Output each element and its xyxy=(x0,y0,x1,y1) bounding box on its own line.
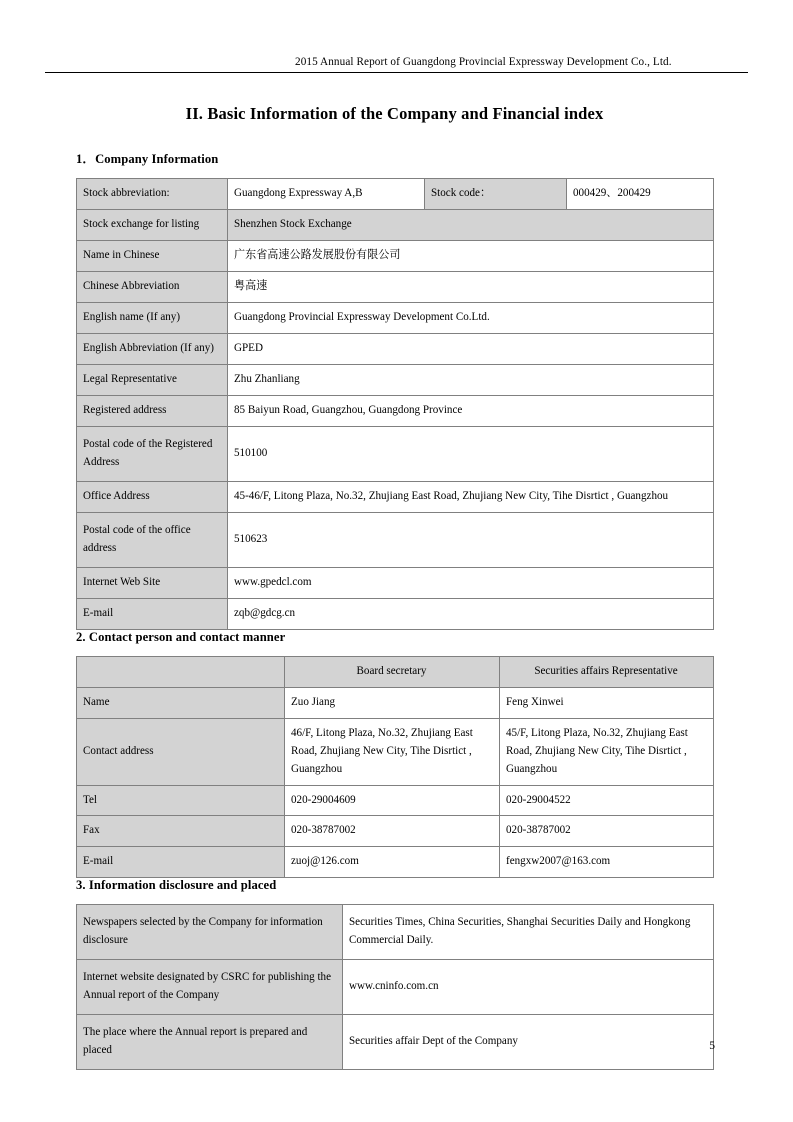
registered-postal-code-value: 510100 xyxy=(228,426,714,481)
page-title: II. Basic Information of the Company and Financial index xyxy=(185,104,604,123)
office-address-label: Office Address xyxy=(77,481,228,512)
section-heading-contact-person: 2. Contact person and contact manner xyxy=(76,629,286,644)
email-label: E-mail xyxy=(77,598,228,629)
section-heading-information-disclosure: 3. Information disclosure and placed xyxy=(76,878,277,893)
stock-exchange-label: Stock exchange for listing xyxy=(77,209,228,240)
table-row xyxy=(77,816,714,847)
office-address-value: 45-46/F, Litong Plaza, No.32, Zhujiang East Road, Zhujiang New City, Tihe Disrtict , Guangzhou xyxy=(228,481,714,512)
contact-name-secretary: Zuo Jiang xyxy=(285,687,500,718)
chinese-abbreviation-value: 粤高速 xyxy=(228,271,714,302)
table-row xyxy=(77,271,714,302)
contact-fax-label: Fax xyxy=(77,816,285,847)
table-row xyxy=(77,333,714,364)
table-row xyxy=(77,1015,714,1070)
office-postal-code-label: Postal code of the office address xyxy=(77,512,228,567)
table-row xyxy=(77,785,714,816)
stock-code-value: 000429、200429 xyxy=(567,179,714,210)
name-chinese-label: Name in Chinese xyxy=(77,240,228,271)
header-rule xyxy=(45,72,748,73)
table-row xyxy=(77,960,714,1015)
contact-person-table xyxy=(76,656,714,879)
company-information-table xyxy=(76,178,714,630)
section-heading-company-information: 1．Company Information xyxy=(76,152,219,166)
contact-header-board-secretary: Board secretary xyxy=(285,656,500,687)
disclosure-website-value: www.cninfo.com.cn xyxy=(343,960,714,1015)
stock-code-label: Stock code： xyxy=(425,179,567,210)
contact-name-label: Name xyxy=(77,687,285,718)
document-content xyxy=(76,104,713,1070)
contact-header-securities-representative: Securities affairs Representative xyxy=(500,656,714,687)
legal-representative-value: Zhu Zhanliang xyxy=(228,364,714,395)
disclosure-place-value: Securities affair Dept of the Company xyxy=(343,1015,714,1070)
table-row xyxy=(77,567,714,598)
contact-address-label: Contact address xyxy=(77,718,285,785)
table-header-row xyxy=(77,656,714,687)
disclosure-place-label: The place where the Annual report is prepared and placed xyxy=(77,1015,343,1070)
table-row xyxy=(77,395,714,426)
disclosure-website-label: Internet website designated by CSRC for publishing the Annual report of the Company xyxy=(77,960,343,1015)
english-name-value: Guangdong Provincial Expressway Development Co.Ltd. xyxy=(228,302,714,333)
office-postal-code-value: 510623 xyxy=(228,512,714,567)
website-label: Internet Web Site xyxy=(77,567,228,598)
contact-fax-representative: 020-38787002 xyxy=(500,816,714,847)
contact-address-representative: 45/F, Litong Plaza, No.32, Zhujiang East Road, Zhujiang New City, Tihe Disrtict , Guangzhou xyxy=(500,718,714,785)
disclosure-newspapers-value: Securities Times, China Securities, Shanghai Securities Daily and Hongkong Commercial Daily. xyxy=(343,905,714,960)
contact-name-representative: Feng Xinwei xyxy=(500,687,714,718)
contact-email-label: E-mail xyxy=(77,847,285,878)
table-row xyxy=(77,426,714,481)
stock-abbreviation-value: Guangdong Expressway A,B xyxy=(228,179,425,210)
contact-email-representative: fengxw2007@163.com xyxy=(500,847,714,878)
table-row xyxy=(77,364,714,395)
email-value: zqb@gdcg.cn xyxy=(228,598,714,629)
contact-tel-secretary: 020-29004609 xyxy=(285,785,500,816)
stock-abbreviation-label: Stock abbreviation: xyxy=(77,179,228,210)
contact-tel-representative: 020-29004522 xyxy=(500,785,714,816)
table-row xyxy=(77,598,714,629)
contact-address-secretary: 46/F, Litong Plaza, No.32, Zhujiang East Road, Zhujiang New City, Tihe Disrtict , Guangzhou xyxy=(285,718,500,785)
contact-fax-secretary: 020-38787002 xyxy=(285,816,500,847)
legal-representative-label: Legal Representative xyxy=(77,364,228,395)
running-header-text: 2015 Annual Report of Guangdong Provincial Expressway Development Co., Ltd. xyxy=(295,56,672,68)
disclosure-newspapers-label: Newspapers selected by the Company for information disclosure xyxy=(77,905,343,960)
table-row xyxy=(77,209,714,240)
table-row xyxy=(77,302,714,333)
registered-postal-code-label: Postal code of the Registered Address xyxy=(77,426,228,481)
contact-email-secretary: zuoj@126.com xyxy=(285,847,500,878)
website-value: www.gpedcl.com xyxy=(228,567,714,598)
contact-tel-label: Tel xyxy=(77,785,285,816)
english-abbreviation-label: English Abbreviation (If any) xyxy=(77,333,228,364)
english-abbreviation-value: GPED xyxy=(228,333,714,364)
chinese-abbreviation-label: Chinese Abbreviation xyxy=(77,271,228,302)
table-row xyxy=(77,240,714,271)
information-disclosure-table xyxy=(76,904,714,1070)
stock-exchange-value: Shenzhen Stock Exchange xyxy=(228,209,714,240)
registered-address-label: Registered address xyxy=(77,395,228,426)
table-row xyxy=(77,179,714,210)
table-row xyxy=(77,481,714,512)
page-number: 5 xyxy=(709,1040,715,1052)
table-row xyxy=(77,905,714,960)
name-chinese-value: 广东省高速公路发展股份有限公司 xyxy=(228,240,714,271)
running-header xyxy=(45,56,748,73)
english-name-label: English name (If any) xyxy=(77,302,228,333)
table-row xyxy=(77,847,714,878)
table-row xyxy=(77,512,714,567)
contact-header-blank xyxy=(77,656,285,687)
table-row xyxy=(77,718,714,785)
table-row xyxy=(77,687,714,718)
registered-address-value: 85 Baiyun Road, Guangzhou, Guangdong Province xyxy=(228,395,714,426)
